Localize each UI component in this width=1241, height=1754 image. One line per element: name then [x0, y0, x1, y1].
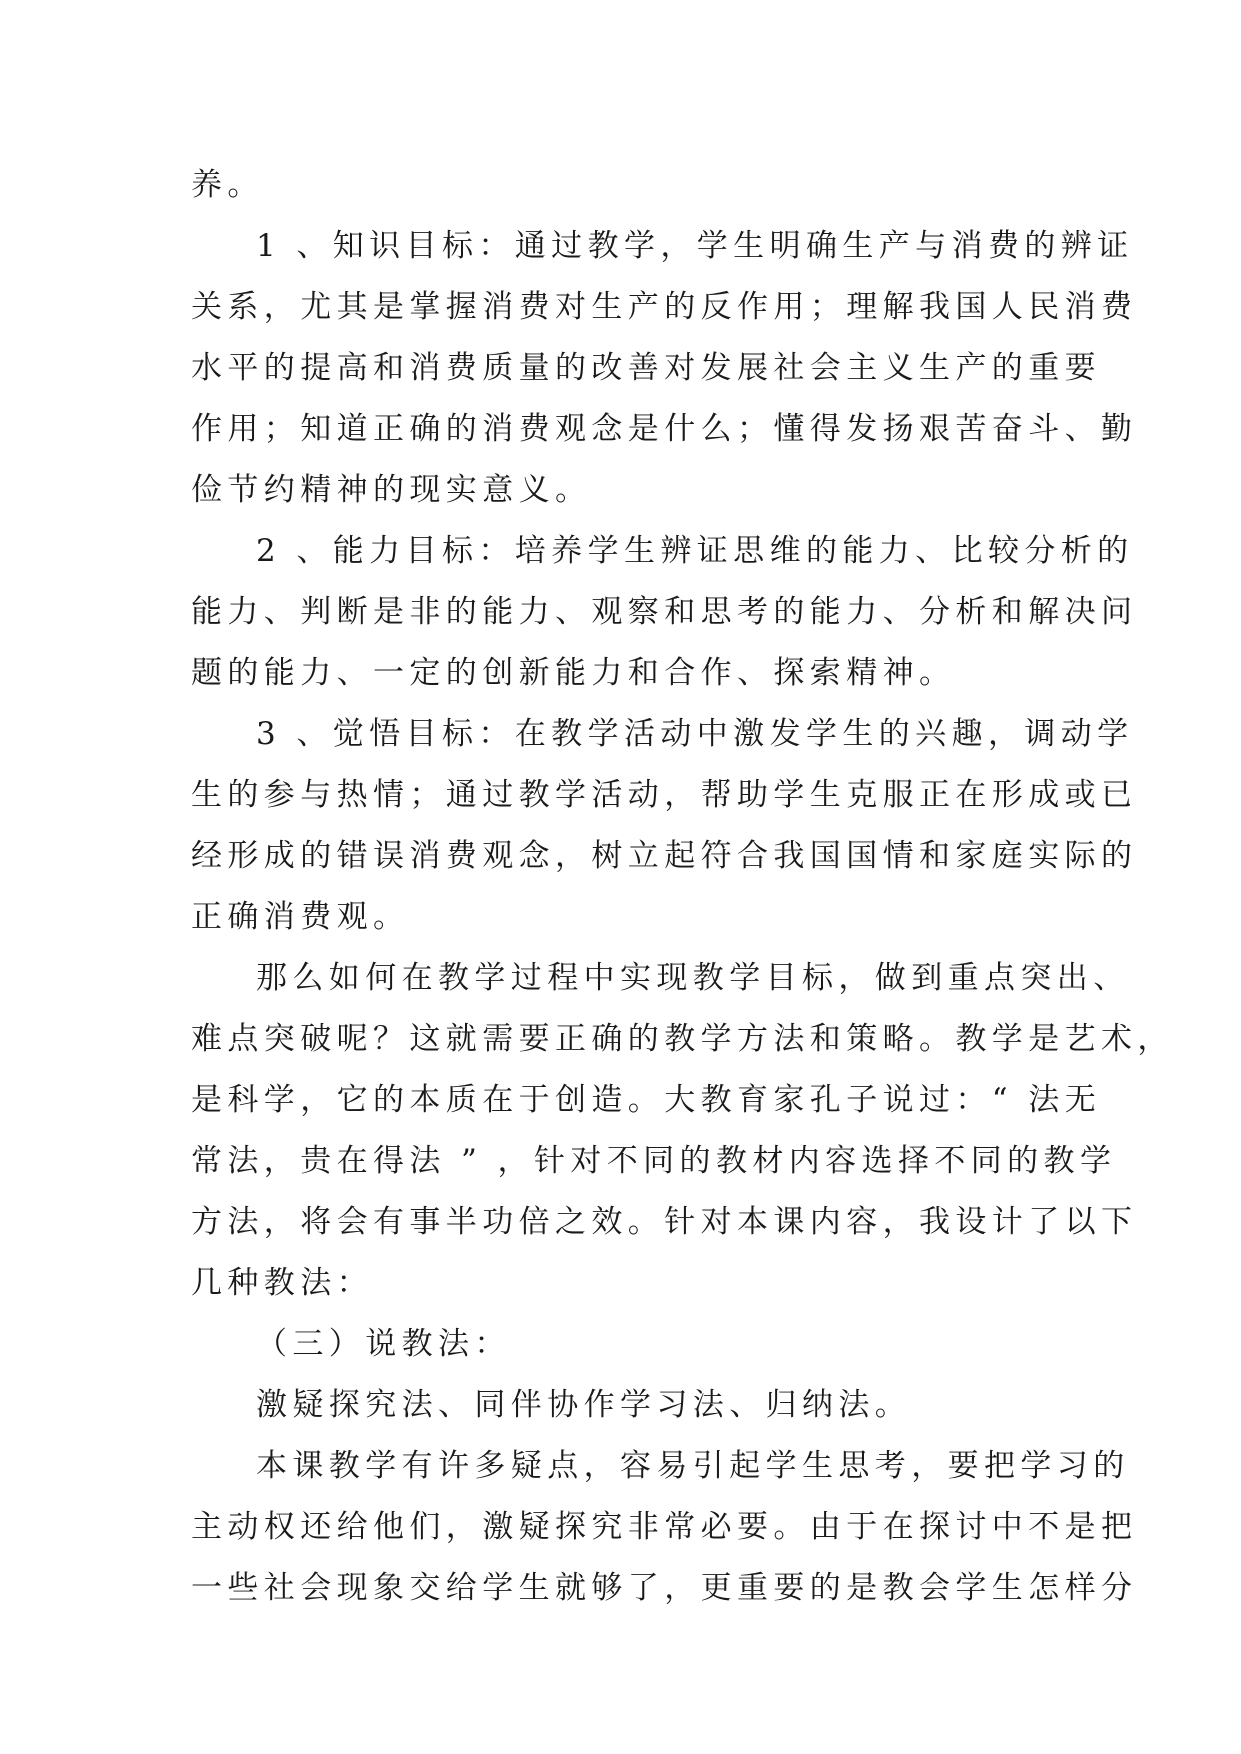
text-line: 激疑探究法、同伴协作学习法、归纳法。: [256, 1387, 912, 1423]
section-heading: （三）说教法：: [256, 1326, 511, 1362]
text-line: 几种教法：: [191, 1265, 373, 1301]
text-line: 正确消费观。: [191, 899, 410, 935]
text-line: 难点突破呢？这就需要正确的教学方法和策略。教学是艺术，: [191, 1021, 1174, 1057]
text-line: 养。: [191, 167, 264, 203]
text-line: 能力、判断是非的能力、观察和思考的能力、分析和解决问: [191, 594, 1138, 630]
text-line: 作用；知道正确的消费观念是什么；懂得发扬艰苦奋斗、勤: [191, 411, 1138, 447]
text-line: 方法，将会有事半功倍之效。针对本课内容，我设计了以下: [191, 1204, 1138, 1240]
text-line: 经形成的错误消费观念，树立起符合我国国情和家庭实际的: [191, 838, 1138, 874]
document-body: [191, 155, 1174, 1619]
text-line: 俭节约精神的现实意义。: [191, 472, 592, 508]
text-line: 题的能力、一定的创新能力和合作、探索精神。: [191, 655, 956, 691]
text-line: 水平的提高和消费质量的改善对发展社会主义生产的重要: [191, 350, 1101, 386]
text-line: 3 、觉悟目标：在教学活动中激发学生的兴趣，调动学: [256, 716, 1134, 752]
text-line: 那么如何在教学过程中实现教学目标，做到重点突出、: [256, 960, 1130, 996]
text-line: 本课教学有许多疑点，容易引起学生思考，要把学习的: [256, 1448, 1130, 1484]
text-line: 是科学，它的本质在于创造。大教育家孔子说过：“ 法无: [191, 1082, 1102, 1118]
text-line: 生的参与热情；通过教学活动，帮助学生克服正在形成或已: [191, 777, 1138, 813]
text-line: 主动权还给他们，激疑探究非常必要。由于在探讨中不是把: [191, 1509, 1138, 1545]
text-line: 一些社会现象交给学生就够了，更重要的是教会学生怎样分: [191, 1570, 1138, 1606]
text-line: 关系，尤其是掌握消费对生产的反作用；理解我国人民消费: [191, 289, 1138, 325]
text-line: 1 、知识目标：通过教学，学生明确生产与消费的辨证: [256, 228, 1134, 264]
text-line: 2 、能力目标：培养学生辨证思维的能力、比较分析的: [256, 533, 1134, 569]
text-line: 常法，贵在得法 ” ，针对不同的教材内容选择不同的教学: [191, 1143, 1117, 1179]
